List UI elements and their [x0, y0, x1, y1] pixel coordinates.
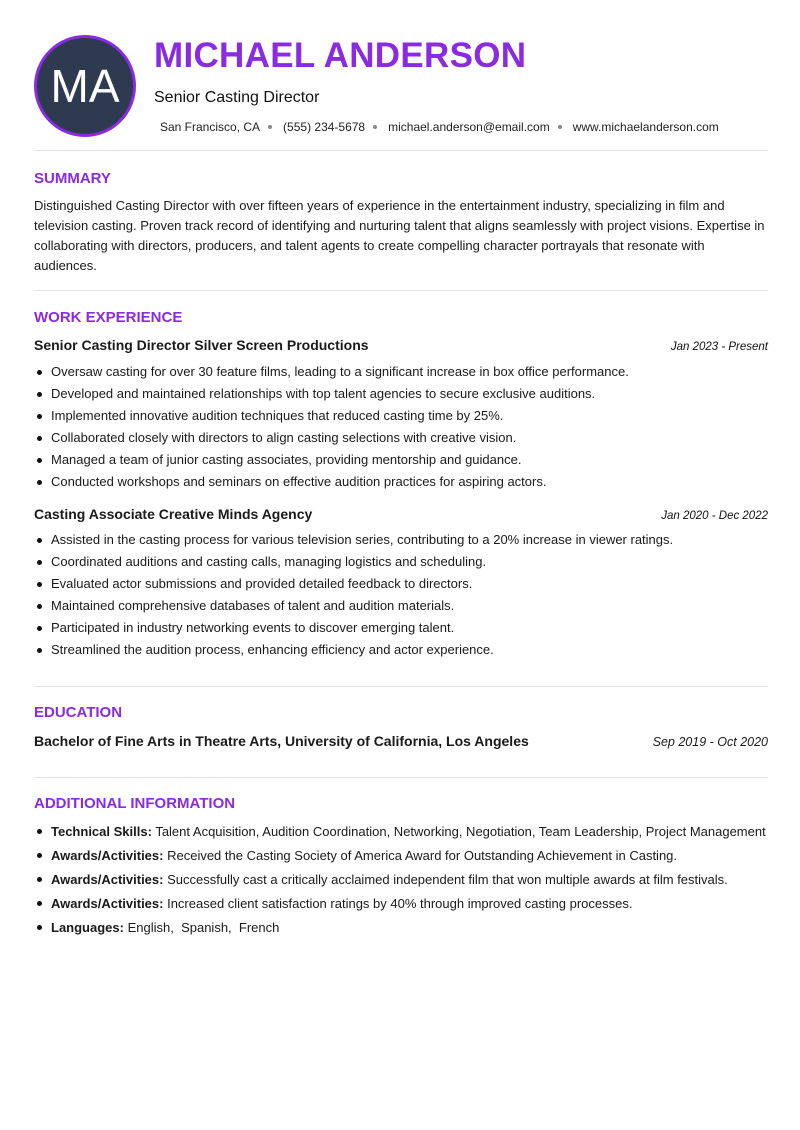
list-item: Assisted in the casting process for various television series, contributing to a 20% increase in viewer ratings.	[34, 529, 768, 551]
experience-heading: WORK EXPERIENCE	[34, 309, 183, 326]
job-bullets	[34, 361, 768, 493]
summary-heading: SUMMARY	[34, 170, 111, 187]
list-item: Evaluated actor submissions and provided detailed feedback to directors.	[34, 573, 768, 595]
section-divider	[34, 290, 768, 291]
section-divider	[34, 150, 768, 151]
job-dates: Jan 2023 - Present	[670, 341, 768, 353]
info-label: Awards/Activities:	[51, 848, 164, 863]
education-heading: EDUCATION	[34, 704, 123, 721]
info-text: Successfully cast a critically acclaimed independent film that won multiple awards at film festivals.	[167, 872, 728, 887]
list-item: Conducted workshops and seminars on effective audition practices for aspiring actors.	[34, 471, 768, 493]
job-header	[34, 506, 768, 522]
info-label: Awards/Activities:	[51, 872, 164, 887]
additional-list	[34, 822, 768, 942]
separator-dot-icon	[268, 125, 272, 129]
education-degree: Bachelor of Fine Arts in Theatre Arts, University of California, Los Angeles	[34, 733, 529, 749]
list-item: Coordinated auditions and casting calls, managing logistics and scheduling.	[34, 551, 768, 573]
job-role: Casting Associate Creative Minds Agency	[34, 506, 313, 522]
info-label: Technical Skills:	[51, 824, 152, 839]
list-item: Developed and maintained relationships with top talent agencies to secure exclusive auditions.	[34, 383, 768, 405]
info-text: Increased client satisfaction ratings by 40% through improved casting processes.	[167, 896, 633, 911]
list-item	[34, 846, 768, 865]
list-item: Oversaw casting for over 30 feature films, leading to a significant increase in box office performance.	[34, 361, 768, 383]
job-bullets	[34, 529, 768, 661]
education-entry	[34, 733, 768, 749]
list-item	[34, 822, 768, 841]
section-divider	[34, 686, 768, 687]
list-item: Managed a team of junior casting associates, providing mentorship and guidance.	[34, 449, 768, 471]
list-item	[34, 894, 768, 913]
info-text: Received the Casting Society of America Award for Outstanding Achievement in Casting.	[167, 848, 678, 863]
contact-phone: (555) 234-5678	[283, 120, 366, 134]
list-item: Collaborated closely with directors to align casting selections with creative vision.	[34, 427, 768, 449]
info-label: Awards/Activities:	[51, 896, 164, 911]
list-item: Maintained comprehensive databases of talent and audition materials.	[34, 595, 768, 617]
list-item: Streamlined the audition process, enhancing efficiency and actor experience.	[34, 639, 768, 661]
list-item: Participated in industry networking events to discover emerging talent.	[34, 617, 768, 639]
info-text: English, Spanish, French	[127, 920, 280, 935]
contact-website[interactable]: www.michaelanderson.com	[572, 120, 719, 134]
education-dates: Sep 2019 - Oct 2020	[652, 735, 768, 749]
job-dates: Jan 2020 - Dec 2022	[661, 510, 768, 522]
avatar-initials: MA	[50, 60, 120, 112]
summary-text: Distinguished Casting Director with over fifteen years of experience in the entertainment industry, specializing in film and television casting. Proven track record of identifying and nurturing talent that aligns seamlessly with project visions. Expertise in collaborating with directors, producers, and talent agents to create compelling character portrayals that resonate with audiences.	[34, 198, 765, 273]
list-item	[34, 870, 768, 889]
candidate-title: Senior Casting Director	[154, 89, 320, 106]
info-label: Languages:	[51, 920, 124, 935]
separator-dot-icon	[373, 125, 377, 129]
contact-location: San Francisco, CA	[160, 120, 261, 134]
candidate-name: MICHAEL ANDERSON	[154, 36, 527, 75]
additional-heading: ADDITIONAL INFORMATION	[34, 795, 236, 812]
contact-email[interactable]: michael.anderson@email.com	[388, 120, 550, 134]
separator-dot-icon	[558, 125, 562, 129]
list-item	[34, 918, 768, 937]
job-role: Senior Casting Director Silver Screen Productions	[34, 337, 369, 353]
job-header	[34, 337, 768, 353]
avatar	[34, 35, 136, 137]
section-divider	[34, 777, 768, 778]
list-item: Implemented innovative audition techniques that reduced casting time by 25%.	[34, 405, 768, 427]
contact-bar	[160, 120, 719, 134]
info-text: Talent Acquisition, Audition Coordination, Networking, Negotiation, Team Leadership, Project Management	[155, 824, 766, 839]
